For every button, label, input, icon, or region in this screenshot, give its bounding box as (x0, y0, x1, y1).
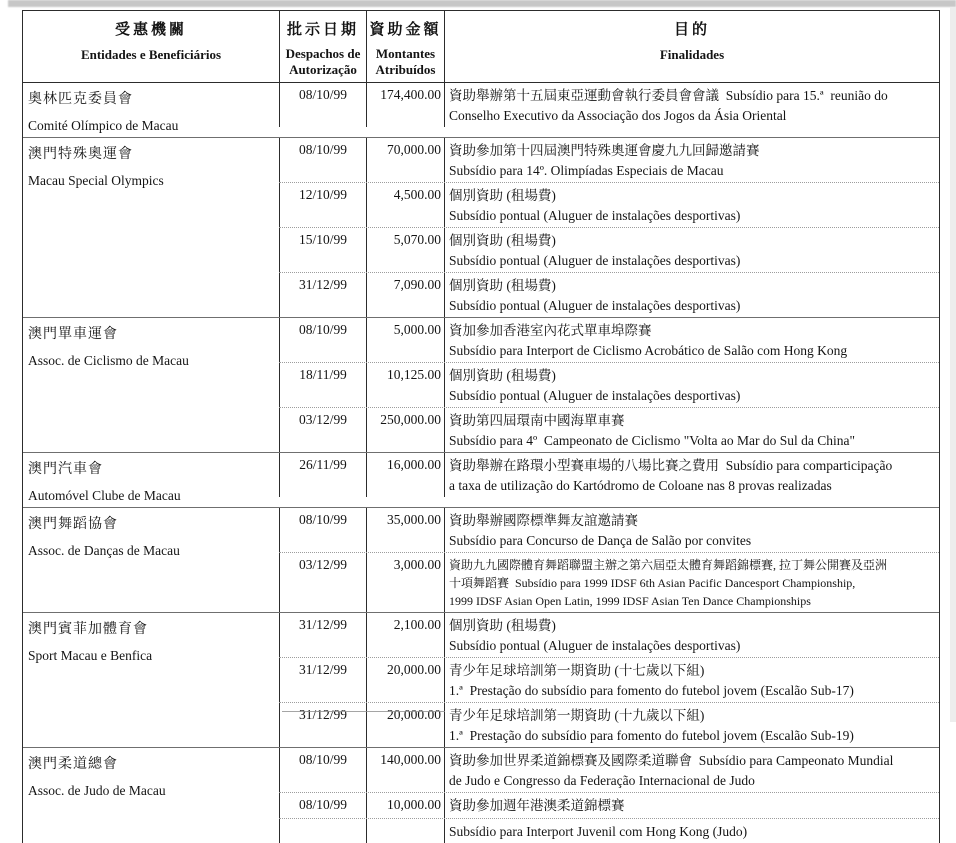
header-purposes-pt: Finalidades (447, 47, 937, 63)
amount-cell: 20,000.00 (367, 658, 445, 702)
amount-cell: 10,000.00 (367, 793, 445, 818)
authorization-date-cell: 08/10/99 (279, 508, 367, 552)
entity-name-zh: 奧林匹克委員會 (28, 88, 275, 108)
scan-artifact-column-bottom-edge (282, 711, 445, 712)
entity-name-zh: 澳門柔道總會 (28, 753, 275, 773)
scan-artifact-right-band (950, 7, 956, 722)
authorization-date-cell: 31/12/99 (279, 658, 367, 702)
purpose-cell (445, 819, 939, 843)
purpose-line: 資助舉辦國際標準舞友誼邀請賽 (449, 511, 935, 531)
subsidy-row (279, 508, 939, 552)
purpose-line: 1.ª Prestação do subsídio para fomento do futebol jovem (Escalão Sub-17) (449, 681, 935, 701)
amount-cell: 174,400.00 (367, 83, 445, 127)
header-amounts (367, 11, 445, 82)
purpose-line: Subsídio para Interport Juvenil com Hong Kong (Judo) (449, 822, 935, 842)
purpose-line: Subsídio para 4º Campeonato de Ciclismo "Volta ao Mar do Sul da China" (449, 431, 935, 451)
authorization-date-cell (279, 819, 367, 843)
purpose-line: Subsídio para Concurso de Dança de Salão por convites (449, 531, 935, 551)
purpose-line: 個別資助 (租場費) (449, 231, 935, 251)
header-amounts-zh: 資助金額 (369, 18, 442, 39)
beneficiary-section (23, 83, 939, 137)
entity-name-zh: 澳門舞蹈協會 (28, 513, 275, 533)
header-dates-zh: 批示日期 (282, 18, 364, 39)
entity-name-zh: 澳門特殊奧運會 (28, 143, 275, 163)
header-purposes (445, 11, 939, 82)
purpose-line: 個別資助 (租場費) (449, 186, 935, 206)
purpose-line: Subsídio pontual (Aluguer de instalações desportivas) (449, 206, 935, 226)
table-body (23, 83, 939, 843)
entity-name-pt: Sport Macau e Benfica (28, 648, 275, 664)
subsidy-row (279, 83, 939, 127)
authorization-date-cell: 08/10/99 (279, 138, 367, 182)
purpose-line: 資助九九國際體育舞蹈聯盟主辦之第六屆亞太體育舞蹈錦標賽, 拉丁舞公開賽及亞洲 (449, 556, 935, 574)
entity-rows (279, 83, 939, 137)
purpose-cell (445, 748, 939, 792)
purpose-line: 資助參加世界柔道錦標賽及國際柔道聯會 Subsídio para Campeonato Mundial (449, 751, 935, 771)
purpose-line: Subsídio para 14º. Olimpíadas Especiais de Macau (449, 161, 935, 181)
entity-cell (23, 453, 279, 507)
purpose-line: Conselho Executivo da Associação dos Jogos da Ásia Oriental (449, 106, 935, 126)
purpose-cell (445, 613, 939, 657)
entity-name-pt: Automóvel Clube de Macau (28, 488, 275, 504)
purpose-cell (445, 658, 939, 702)
purpose-line: 資助舉辦在路環小型賽車場的八場比賽之費用 Subsídio para comparticipação (449, 456, 935, 476)
purpose-line: 個別資助 (租場費) (449, 616, 935, 636)
subsidy-row (279, 792, 939, 818)
subsidy-row (279, 407, 939, 452)
amount-cell: 140,000.00 (367, 748, 445, 792)
purpose-line: de Judo e Congresso da Federação Internacional de Judo (449, 771, 935, 791)
purpose-line: Subsídio para Interport de Ciclismo Acrobático de Salão com Hong Kong (449, 341, 935, 361)
purpose-cell (445, 453, 939, 497)
header-entities-pt: Entidades e Beneficiários (25, 47, 277, 63)
scan-artifact-top-band (8, 0, 956, 7)
subsidy-row (279, 227, 939, 272)
authorization-date-cell: 18/11/99 (279, 363, 367, 407)
entity-rows (279, 318, 939, 452)
amount-cell: 5,070.00 (367, 228, 445, 272)
purpose-line: a taxa de utilização do Kartódromo de Coloane nas 8 provas realizadas (449, 476, 935, 496)
entity-name-pt: Assoc. de Judo de Macau (28, 783, 275, 799)
entity-name-pt: Assoc. de Ciclismo de Macau (28, 353, 275, 369)
subsidy-row (279, 702, 939, 747)
beneficiary-section (23, 747, 939, 843)
entity-cell (23, 613, 279, 747)
purpose-cell (445, 228, 939, 272)
amount-cell: 7,090.00 (367, 273, 445, 317)
amount-cell: 5,000.00 (367, 318, 445, 362)
authorization-date-cell: 12/10/99 (279, 183, 367, 227)
amount-cell: 4,500.00 (367, 183, 445, 227)
amount-cell: 250,000.00 (367, 408, 445, 452)
purpose-line: 資加參加香港室內花式單車埠際賽 (449, 321, 935, 341)
entity-name-pt: Macau Special Olympics (28, 173, 275, 189)
purpose-line: 資助參加週年港澳柔道錦標賽 (449, 796, 935, 816)
amount-cell: 35,000.00 (367, 508, 445, 552)
entity-cell (23, 138, 279, 317)
amount-cell: 16,000.00 (367, 453, 445, 497)
entity-cell (23, 508, 279, 612)
purpose-line: 資助第四屆環南中國海單車賽 (449, 411, 935, 431)
amount-cell: 3,000.00 (367, 553, 445, 612)
purpose-line: Subsídio pontual (Aluguer de instalações desportivas) (449, 251, 935, 271)
amount-cell: 70,000.00 (367, 138, 445, 182)
entity-rows (279, 138, 939, 317)
purpose-cell (445, 273, 939, 317)
entity-rows (279, 748, 939, 843)
beneficiary-section (23, 452, 939, 507)
subsidy-row (279, 748, 939, 792)
subsidy-row (279, 362, 939, 407)
authorization-date-cell: 08/10/99 (279, 83, 367, 127)
entity-cell (23, 318, 279, 452)
purpose-line: 1999 IDSF Asian Open Latin, 1999 IDSF Asian Ten Dance Championships (449, 592, 935, 610)
entity-cell (23, 83, 279, 137)
header-entities-zh: 受惠機關 (25, 18, 277, 39)
purpose-line: 1.ª Prestação do subsídio para fomento do futebol jovem (Escalão Sub-19) (449, 726, 935, 746)
purpose-cell (445, 408, 939, 452)
amount-cell: 20,000.00 (367, 703, 445, 747)
subsidy-row (279, 272, 939, 317)
authorization-date-cell: 26/11/99 (279, 453, 367, 497)
header-entities (23, 11, 279, 82)
authorization-date-cell: 08/10/99 (279, 748, 367, 792)
authorization-date-cell: 03/12/99 (279, 553, 367, 612)
purpose-cell (445, 318, 939, 362)
purpose-cell (445, 83, 939, 127)
purpose-cell (445, 183, 939, 227)
purpose-cell (445, 553, 939, 612)
subsidy-row (279, 453, 939, 497)
header-amounts-pt: Montantes Atribuídos (369, 46, 442, 77)
purpose-cell (445, 138, 939, 182)
entity-rows (279, 508, 939, 612)
beneficiary-section (23, 137, 939, 317)
purpose-line: 資助參加第十四屆澳門特殊奧運會慶九九回歸邀請賽 (449, 141, 935, 161)
purpose-line: 個別資助 (租場費) (449, 366, 935, 386)
entity-name-zh: 澳門汽車會 (28, 458, 275, 478)
header-dates-pt: Despachos de Autorização (282, 46, 364, 77)
beneficiary-section (23, 612, 939, 747)
purpose-line: 個別資助 (租場費) (449, 276, 935, 296)
purpose-cell (445, 363, 939, 407)
subsidy-row (279, 138, 939, 182)
purpose-line: Subsídio pontual (Aluguer de instalações desportivas) (449, 636, 935, 656)
subsidy-row (279, 818, 939, 843)
purpose-cell (445, 703, 939, 747)
purpose-cell (445, 508, 939, 552)
purpose-line: 青少年足球培訓第一期資助 (十七歲以下組) (449, 661, 935, 681)
entity-name-pt: Comité Olímpico de Macau (28, 118, 275, 134)
beneficiary-section (23, 507, 939, 612)
subsidy-row (279, 318, 939, 362)
amount-cell (367, 819, 445, 843)
amount-cell: 2,100.00 (367, 613, 445, 657)
entity-rows (279, 613, 939, 747)
purpose-line: Subsídio pontual (Aluguer de instalações desportivas) (449, 386, 935, 406)
header-purposes-zh: 目的 (447, 18, 937, 39)
purpose-line: 十項舞蹈賽 Subsídio para 1999 IDSF 6th Asian Pacific Dancesport Championship, (449, 574, 935, 592)
authorization-date-cell: 15/10/99 (279, 228, 367, 272)
purpose-line: 青少年足球培訓第一期資助 (十九歲以下組) (449, 706, 935, 726)
entity-name-zh: 澳門單車運會 (28, 323, 275, 343)
authorization-date-cell: 31/12/99 (279, 273, 367, 317)
subsidy-row (279, 657, 939, 702)
authorization-date-cell: 08/10/99 (279, 793, 367, 818)
scanned-document (22, 10, 940, 843)
header-dates (279, 11, 367, 82)
authorization-date-cell: 03/12/99 (279, 408, 367, 452)
purpose-line: 資助舉辦第十五屆東亞運動會執行委員會會議 Subsídio para 15.ª reunião do (449, 86, 935, 106)
table-header-row (23, 11, 939, 83)
authorization-date-cell: 31/12/99 (279, 613, 367, 657)
entity-cell (23, 748, 279, 843)
beneficiary-section (23, 317, 939, 452)
subsidy-row (279, 182, 939, 227)
authorization-date-cell: 31/12/99 (279, 703, 367, 747)
purpose-cell (445, 793, 939, 818)
entity-name-pt: Assoc. de Danças de Macau (28, 543, 275, 559)
purpose-line: Subsídio pontual (Aluguer de instalações desportivas) (449, 296, 935, 316)
entity-rows (279, 453, 939, 507)
subsidy-row (279, 552, 939, 612)
amount-cell: 10,125.00 (367, 363, 445, 407)
entity-name-zh: 澳門賓菲加體育會 (28, 618, 275, 638)
authorization-date-cell: 08/10/99 (279, 318, 367, 362)
subsidy-row (279, 613, 939, 657)
subsidy-table (22, 10, 940, 843)
